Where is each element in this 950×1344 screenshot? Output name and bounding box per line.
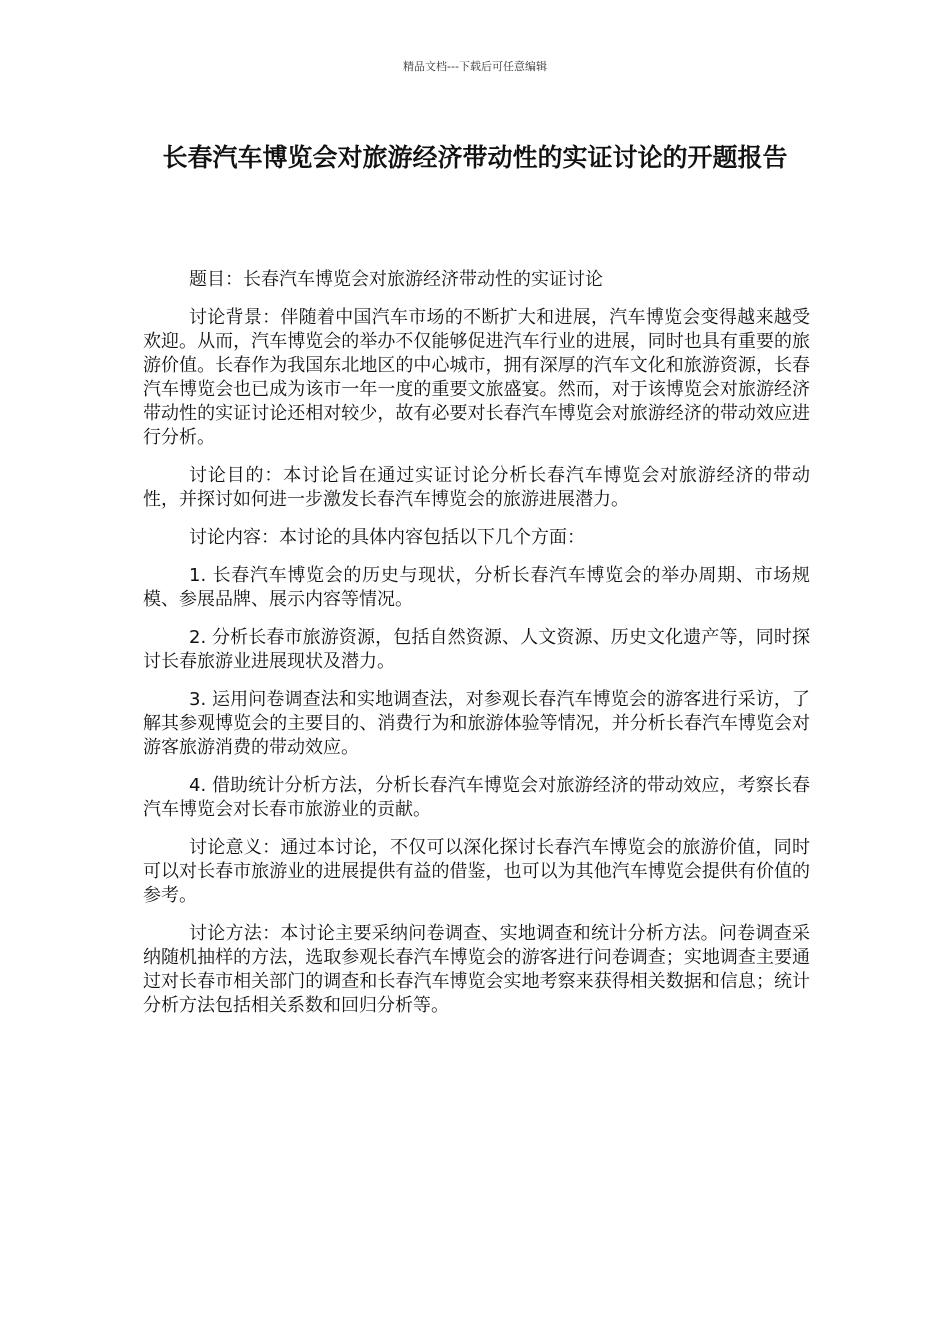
- paragraph-content-item-1: 1. 长春汽车博览会的历史与现状，分析长春汽车博览会的举办周期、市场规模、参展品牌、展示内容等情况。: [143, 565, 810, 610]
- paragraph-methods: 讨论方法：本讨论主要采纳问卷调查、实地调查和统计分析方法。问卷调查采纳随机抽样的方法，选取参观长春汽车博览会的游客进行问卷调查；实地调查主要通过对长春市相关部门的调查和长春汽车博览会实地考察来获得相关数据和信息；统计分析方法包括相关系数和回归分析等。: [143, 923, 810, 1016]
- paragraph-topic: 题目：长春汽车博览会对旅游经济带动性的实证讨论: [189, 269, 603, 290]
- paragraph-content-item-2: 2. 分析长春市旅游资源，包括自然资源、人文资源、历史文化遗产等，同时探讨长春旅游业进展现状及潜力。: [143, 627, 810, 672]
- document-body: [143, 268, 810, 1032]
- paragraph-content-item-3: 3. 运用问卷调查法和实地调查法，对参观长春汽车博览会的游客进行采访，了解其参观博览会的主要目的、消费行为和旅游体验等情况，并分析长春汽车博览会对游客旅游消费的带动效应。: [143, 689, 810, 758]
- header-note: 精品文档---下载后可任意编辑: [403, 60, 547, 73]
- paragraph-content-item-4: 4. 借助统计分析方法，分析长春汽车博览会对旅游经济的带动效应，考察长春汽车博览会对长春市旅游业的贡献。: [143, 775, 810, 820]
- paragraph-significance: 讨论意义：通过本讨论，不仅可以深化探讨长春汽车博览会的旅游价值，同时可以对长春市旅游业的进展提供有益的借鉴，也可以为其他汽车博览会提供有价值的参考。: [143, 837, 810, 906]
- document-title: 长春汽车博览会对旅游经济带动性的实证讨论的开题报告: [162, 143, 788, 172]
- paragraph-content-intro: 讨论内容：本讨论的具体内容包括以下几个方面：: [189, 527, 585, 548]
- paragraph-background: 讨论背景：伴随着中国汽车市场的不断扩大和进展，汽车博览会变得越来越受欢迎。从而，汽车博览会的举办不仅能够促进汽车行业的进展，同时也具有重要的旅游价值。长春作为我国东北地区的中心城市，拥有深厚的汽车文化和旅游资源，长春汽车博览会也已成为该市一年一度的重要文旅盛宴。然而，对于该博览会对旅游经济带动性的实证讨论还相对较少，故有必要对长春汽车博览会对旅游经济的带动效应进行分析。: [143, 307, 810, 448]
- paragraph-purpose: 讨论目的：本讨论旨在通过实证讨论分析长春汽车博览会对旅游经济的带动性，并探讨如何进一步激发长春汽车博览会的旅游进展潜力。: [143, 465, 810, 510]
